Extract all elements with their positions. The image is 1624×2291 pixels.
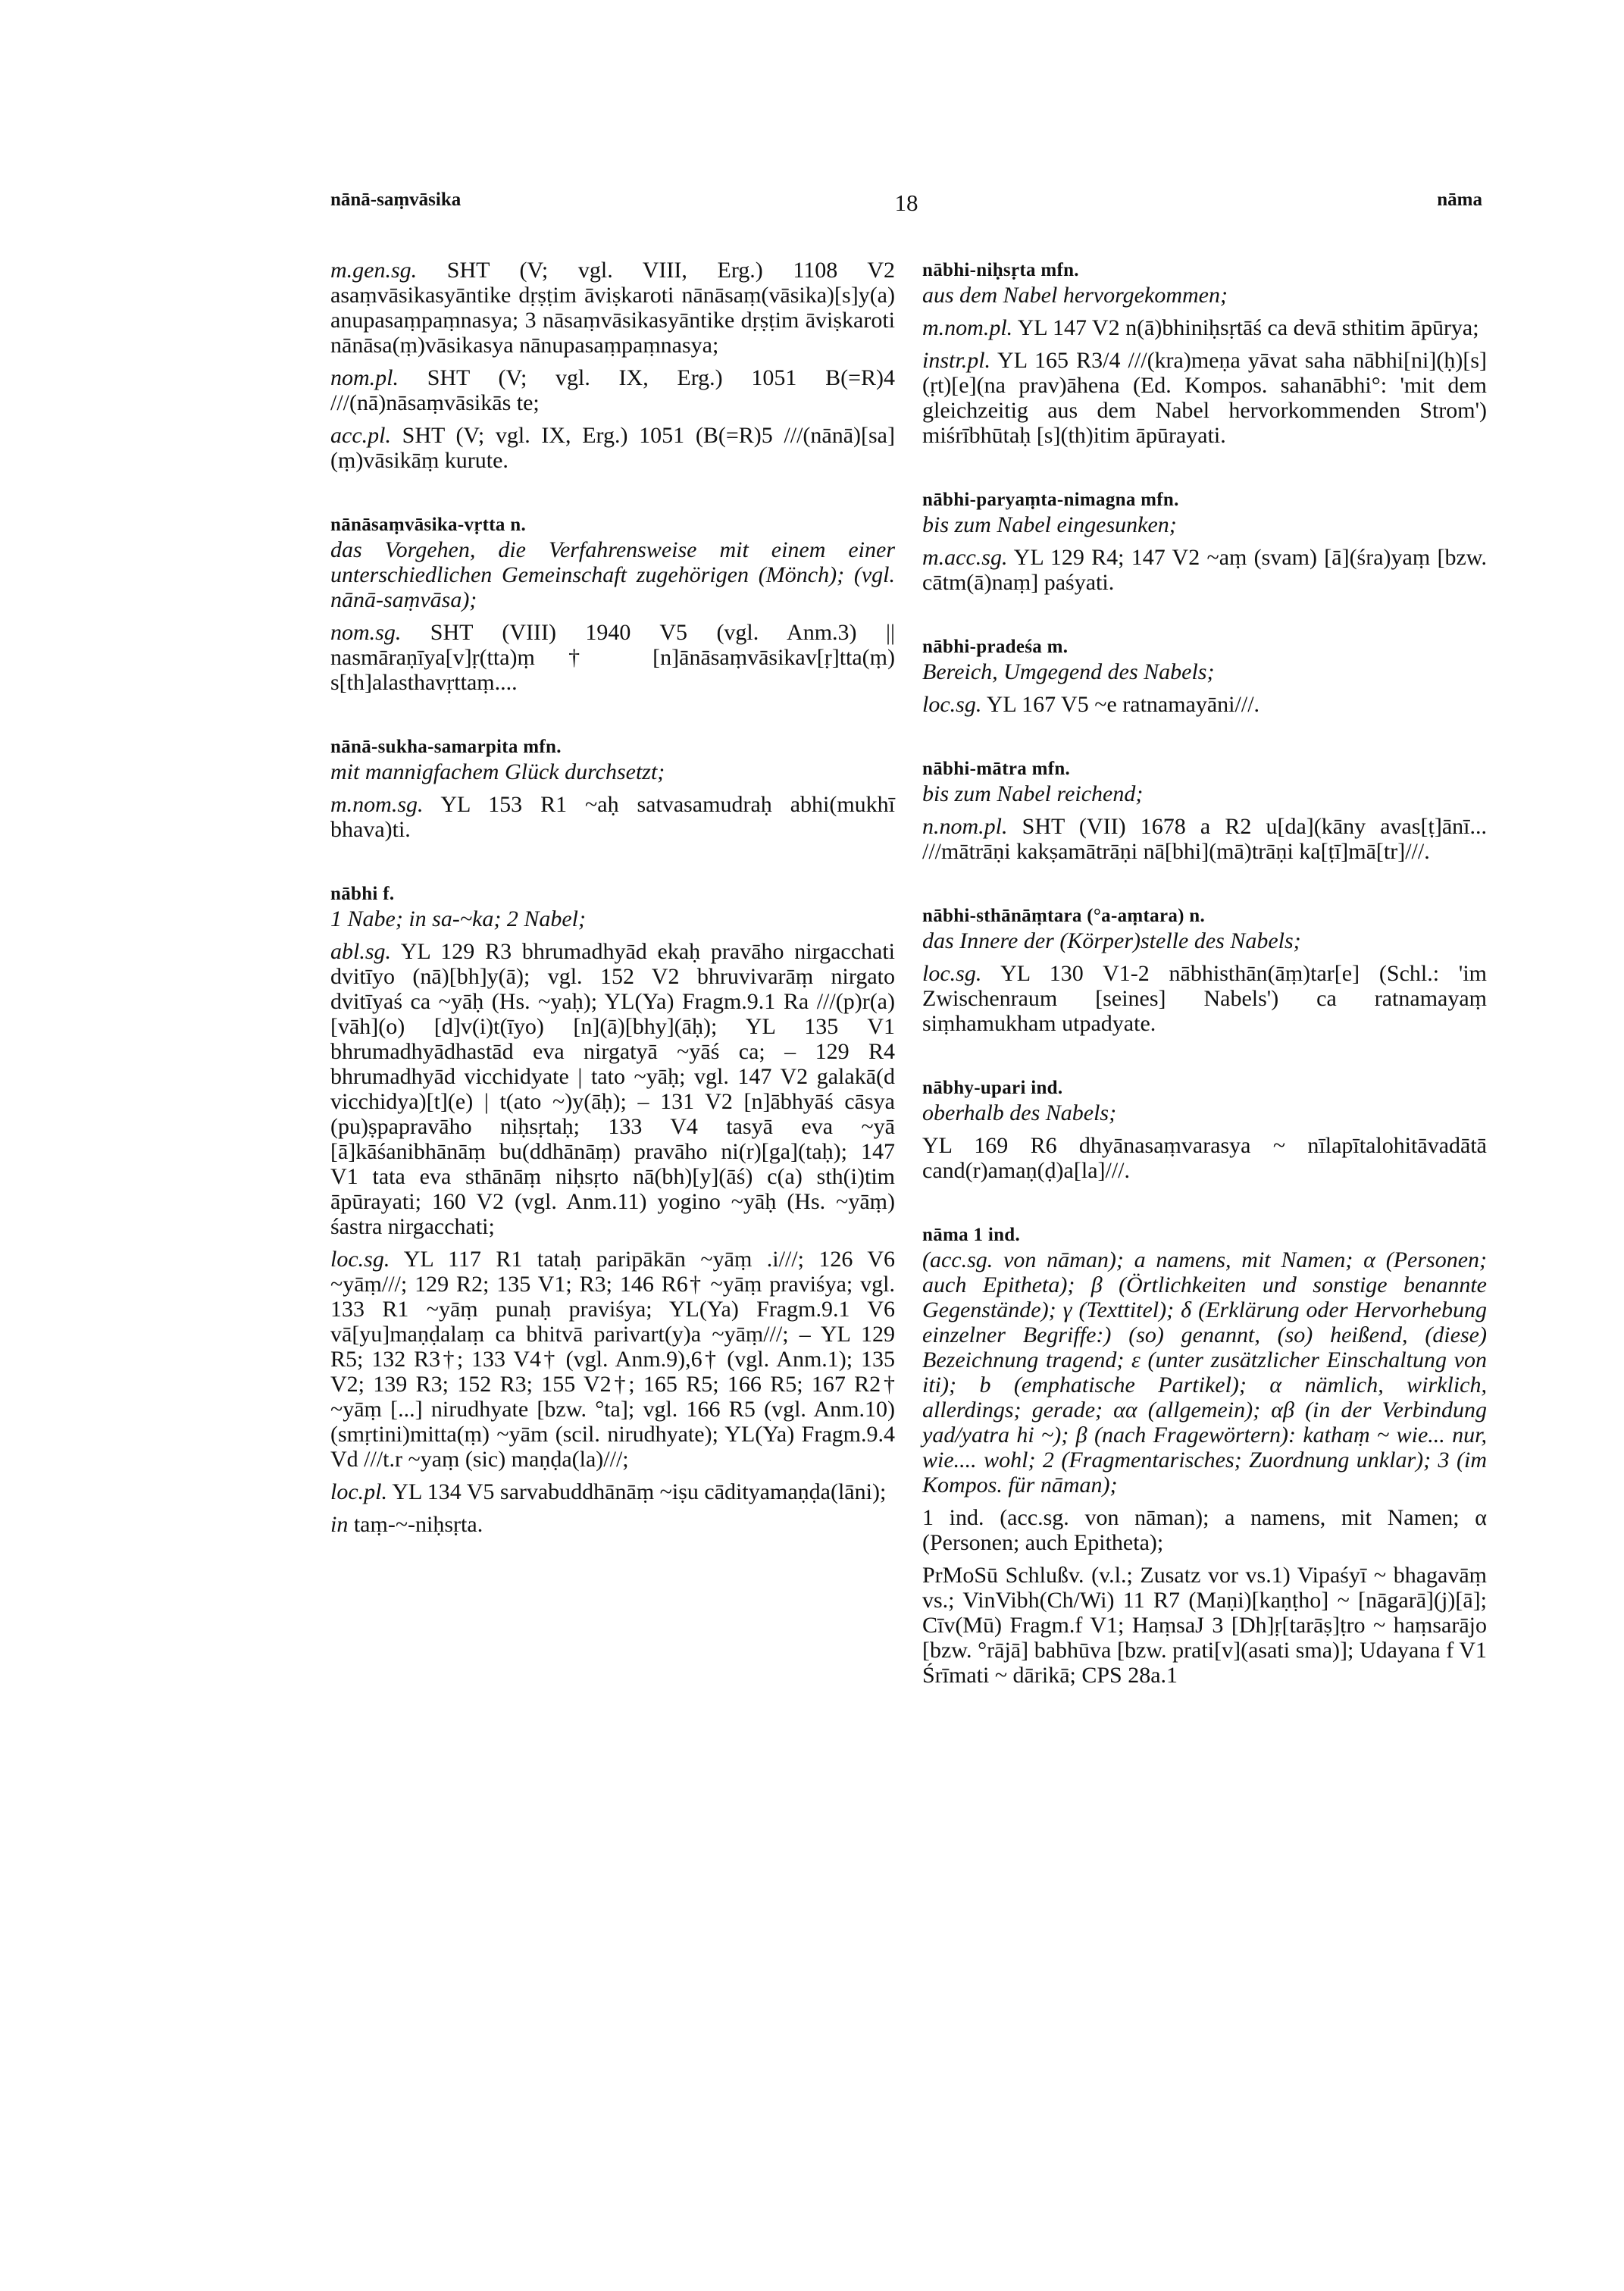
entry-heading: [330, 881, 895, 931]
grammar-label: loc.pl.: [330, 1479, 387, 1504]
entry-heading: [922, 1075, 1487, 1125]
gloss: Bereich, Umgegend des Nabels;: [922, 659, 1215, 684]
gloss: (acc.sg. von nāman); a namens, mit Namen; α (Personen; auch Epitheta); β (Örtlichkeiten und sonstige benannte Gegenstände); γ (Texttitel); δ (Erklärung oder Hervorhebung einzelner Begriffe:) (so) genannt, (so) heißend, (diese) Bezeichnung tragend; ε (unter zusätzlicher Einschaltung von iti); b (emphatische Partikel); α nämlich, wirklich, allerdings; gerade; αα (allgemein); αβ (in der Verbindung yad/yatra hi ~); β (nach Fragewörtern): kathaṃ ~ wie... nur, wie.... wohl; 2 (Fragmentarisches; Zuordnung unklar); 3 (im Kompos. für nāman);: [922, 1247, 1487, 1498]
citation-text: SHT (VII) 1678 a R2 u[da](kāny avas[ṭ]ānī... ///mātrāṇi kakṣamātrāṇi nā[bhi](mā)trāṇi ka[ṭī]mā[tr]///.: [922, 814, 1487, 864]
grammar-label: m.nom.sg.: [330, 792, 424, 817]
citation-paragraph: [330, 1512, 895, 1537]
headword: nābhi-niḥsṛta mfn.: [922, 260, 1079, 280]
citation-text: YL 147 V2 n(ā)bhiniḥsṛtāś ca devā sthitim āpūrya;: [1017, 315, 1479, 340]
citation-paragraph: [330, 939, 895, 1239]
headword: nābhi-mātra mfn.: [922, 759, 1071, 779]
grammar-label: m.gen.sg.: [330, 258, 418, 283]
entry-heading: [922, 487, 1487, 537]
grammar-label: acc.pl.: [330, 423, 391, 448]
running-head-left: nānā-saṃvāsika: [330, 189, 462, 210]
left-column: [330, 258, 895, 1576]
citation-paragraph: [330, 1479, 895, 1504]
citation-text: YL 129 R4; 147 V2 ~aṃ (svam) [ā](śra)yaṃ [bzw. cātm(ā)naṃ] paśyati.: [922, 545, 1487, 595]
dictionary-entry: [922, 487, 1487, 595]
grammar-label: n.nom.pl.: [922, 814, 1008, 839]
dictionary-entry: [922, 756, 1487, 864]
dictionary-entry: [330, 734, 895, 842]
citation-text: YL 165 R3/4 ///(kra)meṇa yāvat saha nābhi[ni](ḥ)[s](ṛt)[e](na prav)āhena (Ed. Kompos. sahanābhi°: 'mit dem gleichzeitig aus dem Nabel hervorkommenden Strom') miśrībhūtaḥ [s](th)itim āpūrayati.: [922, 348, 1487, 448]
citation-text: YL 153 R1 ~aḥ satvasamudraḥ abhi(mukhī bhava)ti.: [330, 792, 896, 842]
dictionary-entry: [922, 634, 1487, 717]
gloss: 1 Nabe; in sa-~ka; 2 Nabel;: [330, 906, 587, 931]
gloss: das Vorgehen, die Verfahrensweise mit einem einer unterschiedlichen Gemeinschaft zugehörigen (Mönch); (vgl. nānā-saṃvāsa);: [330, 537, 895, 612]
citation-text: YL 167 V5 ~e ratnamayāni///.: [986, 692, 1260, 717]
citation-text: SHT (V; vgl. IX, Erg.) 1051 (B(=R)5 ///(nānā)[sa](ṃ)vāsikāṃ kurute.: [330, 423, 895, 473]
entry-heading: [922, 1222, 1487, 1498]
gloss: mit mannigfachem Glück durchsetzt;: [330, 759, 665, 784]
dictionary-entry: [922, 258, 1487, 448]
gloss: das Innere der (Körper)stelle des Nabels;: [922, 928, 1301, 953]
page-header: [330, 189, 1482, 220]
right-column: [922, 258, 1487, 1727]
entry-heading: [922, 756, 1487, 806]
headword: nābhy-upari ind.: [922, 1078, 1063, 1098]
citation-text: YL 130 V1-2 nābhisthān(āṃ)tar[e] (Schl.: 'im Zwischenraum [seines] Nabels') ca ratnamayaṃ siṃhamukham utpadyate.: [922, 961, 1487, 1036]
gloss: bis zum Nabel reichend;: [922, 781, 1144, 806]
grammar-label: loc.sg.: [330, 1247, 390, 1272]
headword: nāma 1 ind.: [922, 1225, 1021, 1245]
headword: nābhi-paryaṃta-nimagna mfn.: [922, 490, 1179, 510]
entry-heading: [330, 512, 895, 612]
gloss: bis zum Nabel eingesunken;: [922, 512, 1177, 537]
citation-text: SHT (VIII) 1940 V5 (vgl. Anm.3) || nasmāraṇīya[v]ṛ(tta)ṃ† [n]ānāsaṃvāsikav[ṛ]tta(ṃ) s[th]alasthavṛttaṃ....: [330, 620, 896, 695]
entry-heading: [922, 903, 1487, 953]
citation-paragraph: [922, 1133, 1487, 1183]
citation-text: SHT (V; vgl. IX, Erg.) 1051 B(=R)4 ///(nā)nāsaṃvāsikās te;: [330, 365, 895, 415]
dictionary-entry: [330, 258, 895, 473]
grammar-label: loc.sg.: [922, 692, 982, 717]
citation-paragraph: [922, 348, 1487, 448]
citation-paragraph: [922, 1563, 1487, 1688]
grammar-label: m.nom.pl.: [922, 315, 1013, 340]
gloss: aus dem Nabel hervorgekommen;: [922, 283, 1228, 308]
citation-paragraph: [922, 1505, 1487, 1555]
citation-paragraph: [330, 258, 895, 358]
citation-paragraph: [922, 814, 1487, 864]
citation-paragraph: [922, 545, 1487, 595]
grammar-label: abl.sg.: [330, 939, 392, 964]
grammar-label: nom.sg.: [330, 620, 402, 645]
dictionary-entry: [922, 1222, 1487, 1688]
dictionary-entry: [922, 903, 1487, 1036]
headword: nābhi-pradeśa m.: [922, 637, 1069, 657]
citation-paragraph: [330, 1247, 895, 1472]
citation-text: YL 129 R3 bhrumadhyād ekaḥ pravāho nirgacchati dvitīyo (nā)[bh]y(ā); vgl. 152 V2 bhruvivarāṃ nirgato dvitīyaś ca ~yāḥ (Hs. ~yaḥ); YL(Ya) Fragm.9.1 Ra ///(p)r(a)[vāh](o) [d]v(i)t(īyo) [n](ā)[bhy](āḥ); YL 135 V1 bhrumadhyādhastād eva nirgatyā ~yāś ca; – 129 R4 bhrumadhyād vicchidyate | tato ~yāḥ; vgl. 147 V2 galakā(d vicchidya)[t](e) | t(ato ~)y(āḥ); – 131 V2 [n]ābhyāś cāsya (pu)ṣpapravāho niḥsṛtaḥ; 133 V4 tasyā eva ~yā [ā]kāśanibhānāṃ bu(ddhānāṃ) pravāho ni(r)[ga](taḥ); 147 V1 tata eva sthānāṃ niḥsṛto nā(bh)[y](āś) c(a) sth(i)tim āpūrayati; 160 V2 (vgl. Anm.11) yogino ~yāḥ (Hs. ~yāṃ) śastra nirgacchati;: [330, 939, 896, 1239]
citation-paragraph: [330, 792, 895, 842]
citation-text: taṃ-~-niḥsṛta.: [353, 1512, 483, 1537]
headword: nābhi f.: [330, 884, 395, 904]
citation-paragraph: [330, 423, 895, 473]
citation-text: YL 169 R6 dhyānasaṃvarasya ~ nīlapītalohitāvadātā cand(r)amaṇ(ḍ)a[la]///.: [922, 1133, 1487, 1183]
headword: nānā-sukha-samarpita mfn.: [330, 737, 562, 757]
entry-heading: [922, 258, 1487, 308]
running-head-right: nāma: [1437, 189, 1482, 210]
citation-text: PrMoSū Schlußv. (v.l.; Zusatz vor vs.1) Vipaśyī ~ bhagavāṃ vs.; VinVibh(Ch/Wi) 11 R7 (Maṇi)[kaṇṭho] ~ [nāgarā](j)[ā]; Cīv(Mū) Fragm.f V1; HaṃsaJ 3 [Dh]ṛ[tarāṣ]ṭro ~ haṃsarājo [bzw. °rājā] babhūva [bzw. prati[v](asati sma)]; Udayana f V1 Śrīmati ~ dārikā; CPS 28a.1: [922, 1563, 1487, 1688]
page-number: 18: [894, 189, 918, 216]
grammar-label: loc.sg.: [922, 961, 982, 986]
gloss: oberhalb des Nabels;: [922, 1100, 1117, 1125]
dictionary-entry: [330, 881, 895, 1537]
headword: nābhi-sthānāṃtara (°a-aṃtara) n.: [922, 906, 1206, 926]
citation-text: SHT (V; vgl. VIII, Erg.) 1108 V2 asaṃvāsikasyāntike dṛṣṭim āviṣkaroti nānāsaṃ(vāsika)[s]y(a) anupasaṃpaṃnasya; 3 nāsaṃvāsikasyāntike dṛṣṭim āviṣkaroti nānāsa(ṃ)vāsikasya nānupasaṃpaṃnasya;: [330, 258, 895, 358]
citation-text: YL 117 R1 tataḥ paripākān ~yāṃ .i///; 126 V6 ~yāṃ///; 129 R2; 135 V1; R3; 146 R6† ~yāṃ praviśya; vgl. 133 R1 ~yāṃ punaḥ praviśya; YL(Ya) Fragm.9.1 V6 vā[yu]maṇḍalaṃ ca bhitvā parivart(y)a ~yāṃ///; – YL 129 R5; 132 R3†; 133 V4† (vgl. Anm.9),6† (vgl. Anm.1); 135 V2; 139 R3; 152 R3; 155 V2†; 165 R5; 166 R5; 167 R2† ~yāṃ [...] nirudhyate [bzw. °ta]; vgl. 166 R5 (vgl. Anm.10) (smṛtini)mitta(ṃ) ~yām (scil. nirudhyate); YL(Ya) Fragm.9.4 Vd ///t.r ~yaṃ (sic) maṇḍa(la)///;: [330, 1247, 895, 1472]
grammar-label: instr.pl.: [922, 348, 991, 373]
citation-paragraph: [922, 692, 1487, 717]
grammar-label: in: [330, 1512, 349, 1537]
citation-paragraph: [922, 315, 1487, 340]
citation-text: YL 134 V5 sarvabuddhānāṃ ~iṣu cādityamaṇḍa(lāni);: [392, 1479, 887, 1504]
entry-heading: [330, 734, 895, 784]
grammar-label: nom.pl.: [330, 365, 399, 390]
entry-heading: [922, 634, 1487, 684]
citation-text: 1 ind. (acc.sg. von nāman); a namens, mit Namen; α (Personen; auch Epitheta);: [922, 1505, 1487, 1555]
dictionary-entry: [330, 512, 895, 695]
headword: nānāsaṃvāsika-vṛtta n.: [330, 515, 527, 535]
citation-paragraph: [922, 961, 1487, 1036]
citation-paragraph: [330, 365, 895, 415]
grammar-label: m.acc.sg.: [922, 545, 1008, 570]
citation-paragraph: [330, 620, 895, 695]
dictionary-entry: [922, 1075, 1487, 1183]
